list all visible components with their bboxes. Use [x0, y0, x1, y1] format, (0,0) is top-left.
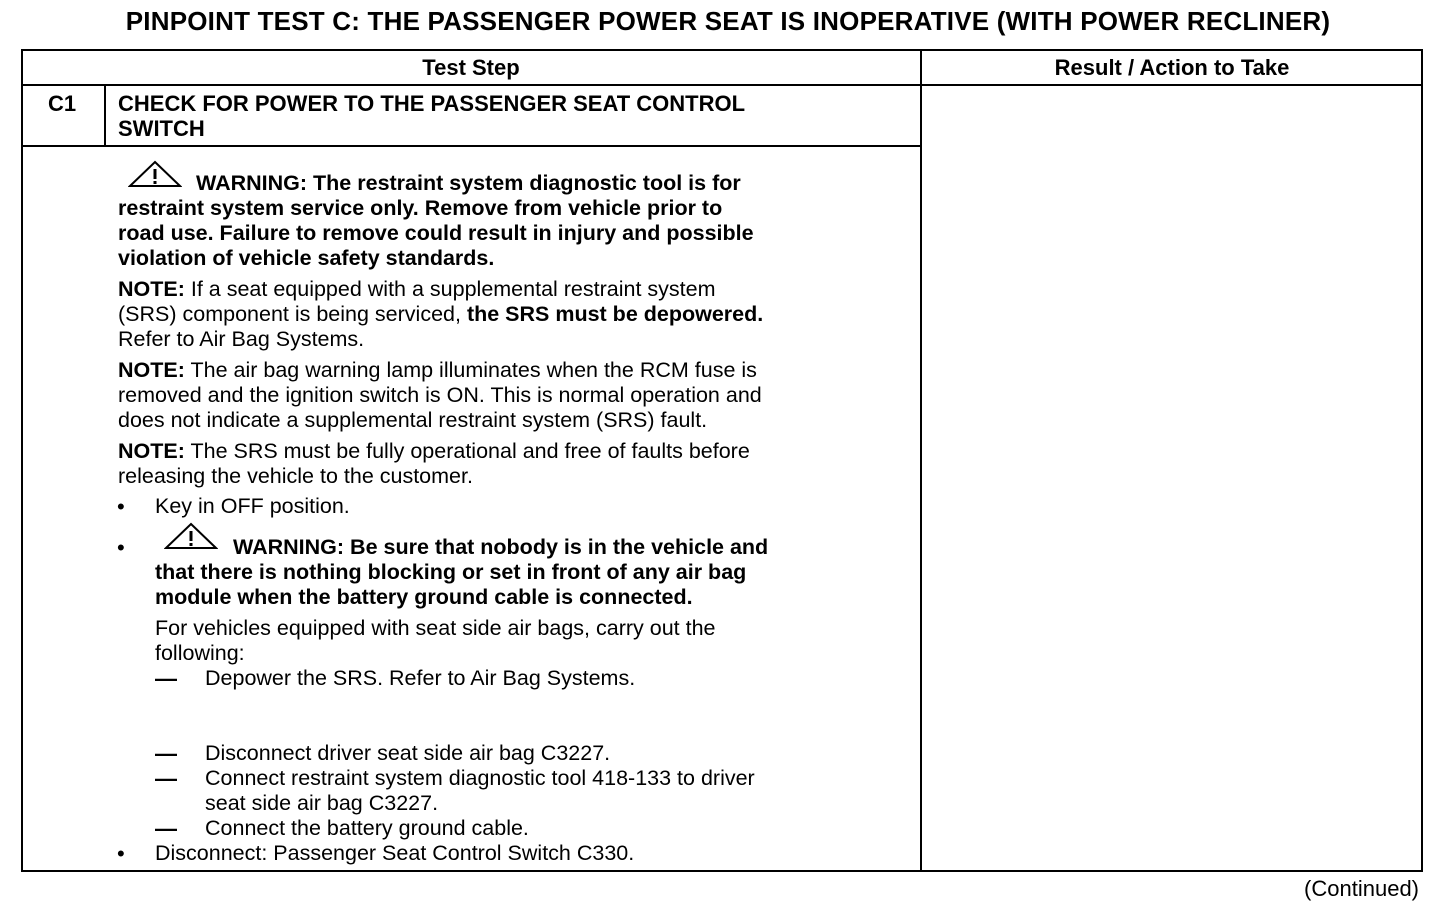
- warning1-line2: restraint system service only. Remove from vehicle prior to: [118, 196, 723, 220]
- note2-text1: The air bag warning lamp illuminates when the RCM fuse is: [184, 358, 757, 382]
- warning-triangle-icon: [164, 522, 218, 550]
- dash4-text: Connect the battery ground cable.: [205, 816, 529, 840]
- note1-line3: Refer to Air Bag Systems.: [118, 327, 365, 351]
- note2-line1: [118, 358, 757, 383]
- note1-text2b: the SRS must be depowered.: [466, 302, 764, 326]
- dash-marker: —: [155, 816, 177, 841]
- column-divider: [920, 49, 922, 872]
- dash-marker: —: [155, 766, 177, 791]
- note3-line1: [118, 439, 750, 464]
- bullet-marker: •: [117, 841, 125, 866]
- note2-line3: does not indicate a supplemental restraint system (SRS) fault.: [118, 408, 708, 432]
- header-divider: [21, 84, 1423, 86]
- note1-text1: If a seat equipped with a supplemental restraint system: [184, 277, 716, 301]
- dash3-line1: Connect restraint system diagnostic tool 418-133 to driver: [205, 766, 755, 790]
- warning2-line2: that there is nothing blocking or set in front of any air bag: [155, 560, 747, 584]
- warning1-line1: WARNING: The restraint system diagnostic tool is for: [196, 171, 741, 195]
- warning2-line1: [233, 535, 768, 560]
- step-id-divider: [104, 84, 106, 146]
- dash3-line2: seat side air bag C3227.: [205, 791, 439, 815]
- header-result-action: Result / Action to Take: [1054, 55, 1290, 80]
- note1-text2a: (SRS) component is being serviced,: [118, 302, 467, 326]
- note2-line2: removed and the ignition switch is ON. This is normal operation and: [118, 383, 762, 407]
- warning2-label: WARNING: [233, 535, 337, 559]
- note1-line1: [118, 277, 716, 302]
- note3-line2: releasing the vehicle to the customer.: [118, 464, 473, 488]
- bullet-marker: •: [117, 494, 125, 519]
- step-heading-line1: CHECK FOR POWER TO THE PASSENGER SEAT CONTROL: [118, 91, 746, 116]
- header-test-step: Test Step: [422, 55, 520, 80]
- dash2-text: Disconnect driver seat side air bag C3227.: [205, 741, 611, 765]
- note1-line2: [118, 302, 763, 327]
- warning1-line3: road use. Failure to remove could result in injury and possible: [118, 221, 754, 245]
- warning-triangle-icon: [128, 160, 182, 188]
- warning2-line3: module when the battery ground cable is connected.: [155, 585, 693, 609]
- dash-marker: —: [155, 741, 177, 766]
- page-title: PINPOINT TEST C: THE PASSENGER POWER SEAT IS INOPERATIVE (WITH POWER RECLINER): [125, 6, 1331, 36]
- warning1-line4: violation of vehicle safety standards.: [118, 246, 495, 270]
- bullet2-text: Disconnect: Passenger Seat Control Switch C330.: [155, 841, 635, 865]
- continued-label: (Continued): [1304, 876, 1419, 901]
- note3-label: NOTE:: [118, 439, 185, 463]
- step-heading-divider: [21, 145, 921, 147]
- note1-label: NOTE:: [118, 277, 185, 301]
- bullet-marker: •: [117, 535, 125, 560]
- side-airbag-line1: For vehicles equipped with seat side air bags, carry out the: [155, 616, 716, 640]
- step-heading-line2: SWITCH: [118, 116, 205, 141]
- dash-marker: —: [155, 666, 177, 691]
- note2-label: NOTE:: [118, 358, 185, 382]
- warning2-text1: : Be sure that nobody is in the vehicle and: [336, 535, 769, 559]
- note3-text1: The SRS must be fully operational and free of faults before: [184, 439, 750, 463]
- step-id: C1: [48, 91, 77, 116]
- dash1-text: Depower the SRS. Refer to Air Bag Systems.: [205, 666, 636, 690]
- side-airbag-line2: following:: [155, 641, 245, 665]
- bullet1-text: Key in OFF position.: [155, 494, 350, 518]
